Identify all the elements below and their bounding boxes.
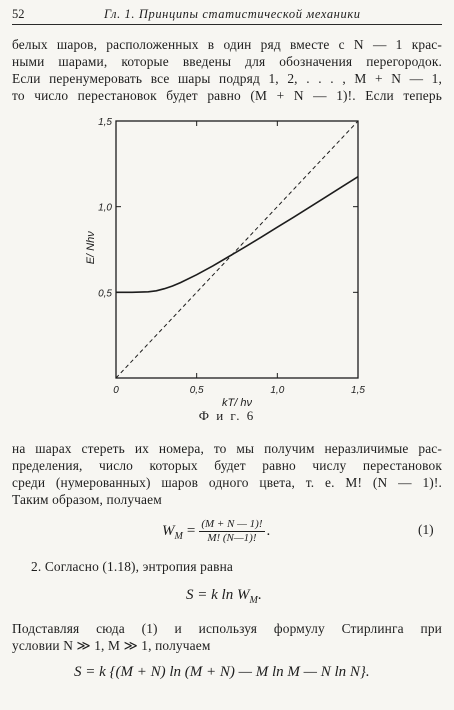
eq1-equals: =: [186, 522, 196, 539]
equation-1: [162, 514, 270, 548]
x-tick-label: 1,5: [351, 385, 365, 396]
paragraph-4: [12, 620, 442, 654]
paragraph-3: 2. Согласно (1.18), энтропия равна: [31, 559, 233, 574]
text-line: Таким образом, получаем: [12, 492, 162, 507]
figure-caption: Ф и г. 6: [198, 408, 256, 423]
text-line: на шарах стереть их номера, то мы получим неразличимые рас-: [12, 441, 442, 456]
paragraph-2: [12, 440, 442, 508]
eq1-lhs: W: [162, 522, 175, 539]
text-line: белых шаров, расположенных в один ряд вместе с N — 1 крас-: [12, 37, 442, 52]
x-axis-label: kT/ hν: [222, 397, 252, 408]
text-line: среди (нумерованных) шаров одного цвета, т. е. M! (N — 1)!.: [12, 475, 442, 490]
energy-curve-line: [116, 177, 358, 293]
x-tick-label: 0,5: [189, 385, 204, 396]
eq2-period: .: [257, 587, 262, 603]
eq1-lhs-subscript: M: [174, 530, 183, 542]
x-tick-label: 0: [113, 385, 119, 396]
equation-stirling: S = k {(M + N) ln (M + N) — M ln M — N ln N}.: [74, 664, 370, 680]
text-line: Если перенумеровать все шары подряд 1, 2, . . . , M + N — 1,: [12, 71, 442, 86]
eq2-subscript: M: [249, 595, 258, 606]
text-line: Подставляя сюда (1) и используя формулу Стирлинга при: [12, 621, 442, 636]
equation-entropy: [186, 586, 262, 604]
running-title: Гл. 1. Принципы статистической механики: [104, 7, 361, 21]
header-rule: [12, 24, 442, 25]
classical-asymptote-line: [116, 121, 358, 378]
running-header: [12, 7, 442, 23]
text-line: условии N ≫ 1, M ≫ 1, получаем: [12, 638, 211, 653]
eq1-period: .: [266, 522, 271, 539]
eq1-fraction: [199, 518, 264, 545]
page-number: 52: [12, 7, 25, 21]
equation-number-1: (1): [418, 522, 434, 537]
text-line: то число перестановок будет равно (M + N — 1)!. Если теперь: [12, 88, 442, 103]
y-tick-label: 1,5: [98, 117, 112, 128]
x-tick-label: 1,0: [270, 385, 285, 396]
eq1-denominator: M! (N—1)!: [207, 531, 257, 544]
y-axis-label: E/ Nhν: [85, 231, 97, 265]
y-tick-label: 0,5: [98, 288, 112, 300]
eq1-numerator: (M + N — 1)!: [201, 517, 263, 530]
paragraph-1: [12, 36, 442, 104]
y-tick-label: 1,0: [98, 202, 112, 214]
eq2-body: S = k ln W: [186, 587, 250, 603]
text-line: пределения, число которых будет равно числу перестановок: [12, 458, 442, 473]
text-line: ными шарами, которые введены для обозначения перегородок.: [12, 54, 442, 69]
figure-6-chart: [0, 108, 454, 408]
